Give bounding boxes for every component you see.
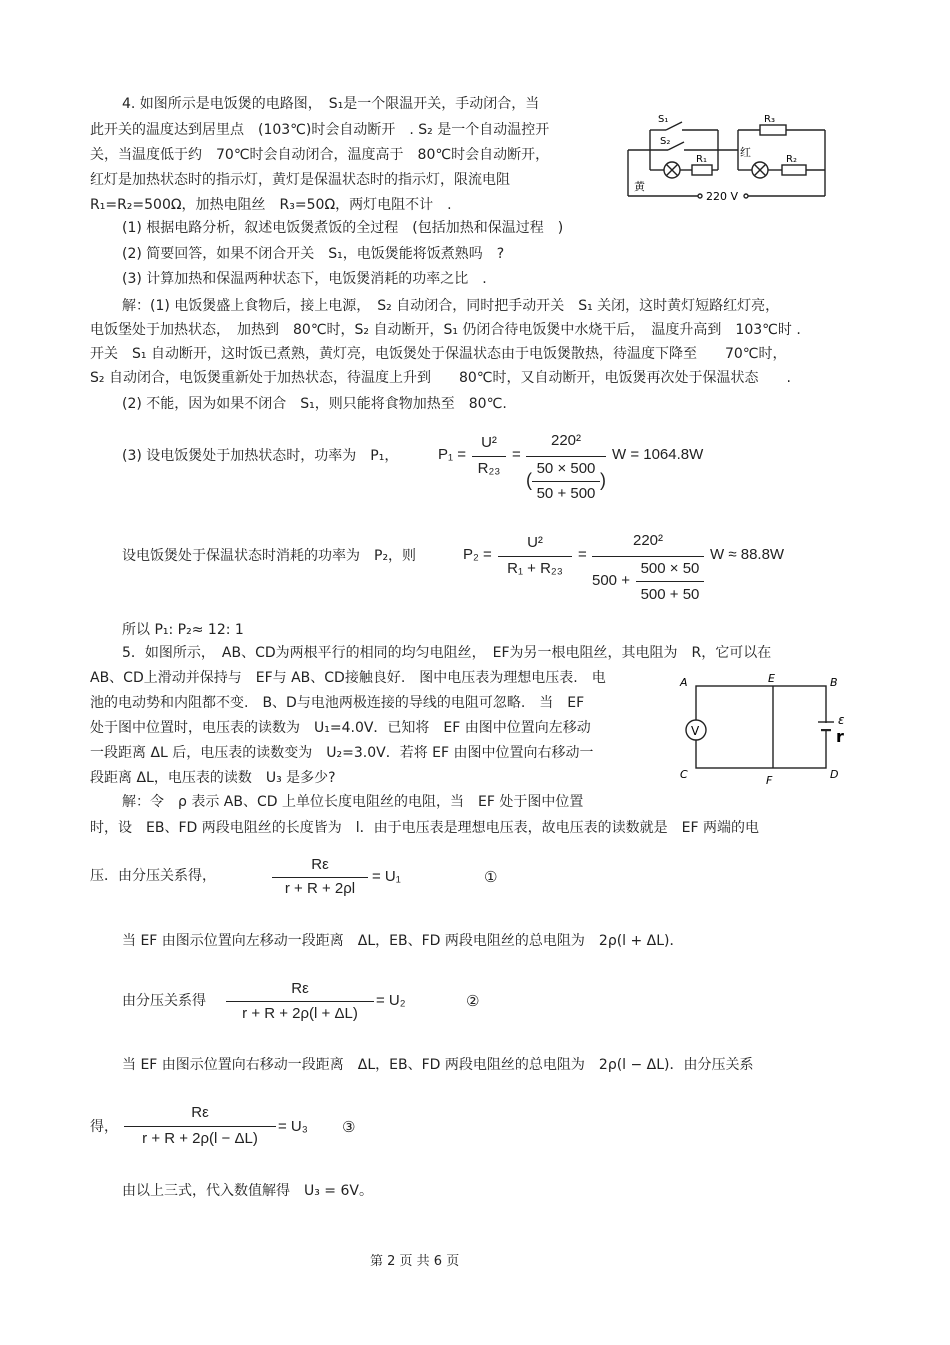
p5-line-1: 5．如图所示， AB、CD为两根平行的相同的均匀电阻丝， EF为另一根电阻丝，其电阻为 R，它可以在: [122, 645, 772, 661]
p4-question-3: (3) 计算加热和保温两种状态下，电饭煲消耗的功率之比 .: [122, 271, 487, 287]
p1-fraction-den: R₂₃: [477, 460, 501, 477]
eq2-den: r + R + 2ρ(l + ΔL): [242, 1005, 358, 1022]
p5-left-move-text: 当 EF 由图示位置向左移动一段距离 ΔL，EB、FD 两段电阻丝的总电阻为 2ρ(l + ΔL)．: [122, 933, 684, 949]
p1-num2: 220²: [550, 432, 582, 449]
p5-final-answer: 由以上三式，代入数值解得 U₃ = 6V。: [122, 1183, 373, 1199]
eq1-den: r + R + 2ρl: [284, 880, 356, 897]
eq1-prefix: 压．由分压关系得，: [90, 868, 216, 884]
eq3-bar: [124, 1126, 276, 1127]
p4-solution-line-2: 电饭堡处于加热状态， 加热到 80℃时，S₂ 自动断开，S₁ 仍闭合待电饭煲中水烧干后， 温度升高到 103℃时 .: [90, 322, 801, 338]
eq3-prefix: 得，: [90, 1119, 118, 1135]
eq2-prefix: 由分压关系得: [122, 993, 206, 1009]
p2-inner-den: 500 + 50: [640, 586, 700, 603]
red-lamp-label: 红: [740, 146, 751, 159]
p5-line-2: AB、CD上滑动并保持与 EF与 AB、CD接触良好. 图中电压表为理想电压表. 电: [90, 670, 606, 686]
p5-line-5: 一段距离 ΔL 后，电压表的读数变为 U₂=3.0V．若将 EF 由图中位置向右移动一: [90, 745, 594, 761]
p4-solution-line-3: 开关 S₁ 自动断开，这时饭已煮熟，黄灯亮，电饭煲处于保温状态由于电饭煲散热，待温度下降至 70℃时，: [90, 346, 787, 362]
p5-right-move-text: 当 EF 由图示位置向右移动一段距离 ΔL，EB、FD 两段电阻丝的总电阻为 2ρ(l − ΔL)．由分压关系: [122, 1057, 754, 1073]
p1-equals: =: [512, 446, 521, 463]
eq1-num: Rε: [311, 856, 329, 873]
point-c-label: C: [680, 768, 688, 781]
r1-label: R₁: [696, 154, 707, 165]
p1-fraction-bar: [472, 456, 506, 457]
p4-line-3: 关，当温度低于约 70℃时会自动闭合，温度高于 80℃时会自动断开，: [90, 147, 550, 163]
p2-fraction-num: U²: [527, 534, 543, 551]
eq1-bar: [272, 877, 368, 878]
p2-lhs: P₂ =: [463, 546, 492, 563]
p2-result: W ≈ 88.8W: [710, 546, 785, 563]
eq2-bar: [226, 1001, 374, 1002]
p5-solution-line-1: 解：令 ρ 表示 AB、CD 上单位长度电阻丝的电阻，当 EF 处于图中位置: [122, 794, 584, 810]
eq2-marker: ②: [466, 992, 480, 1010]
yellow-lamp-label: 黄: [634, 180, 645, 193]
p5-line-6: 段距离 ΔL，电压表的读数 U₃ 是多少?: [90, 770, 336, 786]
point-a-label: A: [680, 676, 688, 689]
p5-line-4: 处于图中位置时，电压表的读数为 U₁=4.0V．已知将 EF 由图中位置向左移动: [90, 720, 591, 736]
emf-label: ε: [838, 713, 845, 727]
internal-resistance-label: r: [836, 727, 844, 746]
p2-equals: =: [578, 546, 587, 563]
p1-inner-den: 50 + 500: [536, 485, 596, 502]
p5-line-3: 池的电动势和内阻都不变. B、D与电池两极连接的导线的电阻可忽略. 当 EF: [90, 695, 585, 711]
point-e-label: E: [768, 672, 775, 685]
s2-label: S₂: [660, 136, 671, 147]
p5-solution-line-2: 时，设 EB、FD 两段电阻丝的长度皆为 l．由于电压表是理想电压表，故电压表的读数就是 EF 两端的电: [90, 820, 759, 836]
p2-intro: 设电饭煲处于保温状态时消耗的功率为 P₂，则: [122, 548, 417, 564]
p1-inner-num: 50 × 500: [536, 460, 596, 477]
p1-outer-bar: [526, 456, 606, 457]
p1-result: W = 1064.8W: [612, 446, 704, 463]
eq1-rhs: = U₁: [372, 868, 401, 885]
p4-line-2: 此开关的温度达到居里点 (103℃)时会自动断开 . S₂ 是一个自动温控开: [90, 122, 550, 138]
p1-fraction-num: U²: [481, 434, 497, 451]
p4-solution-line-5: (2) 不能，因为如果不闭合 S₁，则只能将食物加热至 80℃.: [122, 396, 507, 412]
eq3-rhs: = U₃: [278, 1118, 308, 1135]
r2-label: R₂: [786, 154, 797, 165]
p1-paren-open: (: [526, 470, 532, 490]
p2-fraction-bar: [498, 556, 572, 557]
p4-solution-line-4: S₂ 自动闭合，电饭煲重新处于加热状态，待温度上升到 80℃时，又自动断开，电饭煲再次处于保温状态 .: [90, 370, 791, 386]
page-footer: 第 2 页 共 6 页: [370, 1254, 460, 1269]
p4-line-1: 4. 如图所示是电饭煲的电路图， S₁是一个限温开关，手动闭合，当: [122, 96, 540, 112]
p4-line-4: 红灯是加热状态时的指示灯，黄灯是保温状态时的指示灯，限流电阻: [90, 172, 510, 188]
p1-lhs: P₁ =: [438, 446, 466, 463]
s1-label: S₁: [658, 114, 669, 125]
p4-question-1: (1) 根据电路分析，叙述电饭煲煮饭的全过程 (包括加热和保温过程 ): [122, 220, 564, 236]
p4-solution-line-1: 解：(1) 电饭煲盛上食物后，接上电源， S₂ 自动闭合，同时把手动开关 S₁ 关闭，这时黄灯短路红灯亮，: [122, 298, 780, 314]
p2-outer-bar: [592, 556, 704, 557]
point-d-label: D: [830, 768, 839, 781]
p4-line-5: R₁=R₂=500Ω，加热电阻丝 R₃=50Ω，两灯电阻不计 .: [90, 197, 452, 213]
point-f-label: F: [766, 774, 773, 787]
eq2-rhs: = U₂: [376, 992, 406, 1009]
p2-fraction-den: R₁ + R₂₃: [507, 560, 563, 577]
p1-inner-bar: [532, 481, 600, 482]
r3-label: R₃: [764, 114, 775, 125]
p2-num2: 220²: [632, 532, 664, 549]
voltage-label: 220 V: [706, 190, 739, 203]
p2-den-prefix: 500 +: [592, 572, 630, 589]
eq3-num: Rε: [191, 1104, 209, 1121]
p2-inner-bar: [636, 581, 704, 582]
eq3-den: r + R + 2ρ(l − ΔL): [142, 1130, 258, 1147]
eq2-num: Rε: [291, 980, 309, 997]
p1-paren-close: ): [600, 470, 606, 490]
p2-inner-num: 500 × 50: [640, 560, 700, 577]
slide-wire-circuit-diagram: [676, 672, 856, 790]
eq3-marker: ③: [342, 1118, 356, 1136]
rice-cooker-circuit-diagram: [620, 108, 835, 208]
voltmeter-label: V: [691, 724, 700, 738]
p1-intro: (3) 设电饭煲处于加热状态时，功率为 P₁，: [122, 448, 399, 464]
eq1-marker: ①: [484, 868, 498, 886]
p4-question-2: (2) 简要回答，如果不闭合开关 S₁，电饭煲能将饭煮熟吗 ?: [122, 246, 505, 262]
point-b-label: B: [830, 676, 838, 689]
power-ratio: 所以 P₁: P₂≈ 12: 1: [122, 622, 244, 638]
